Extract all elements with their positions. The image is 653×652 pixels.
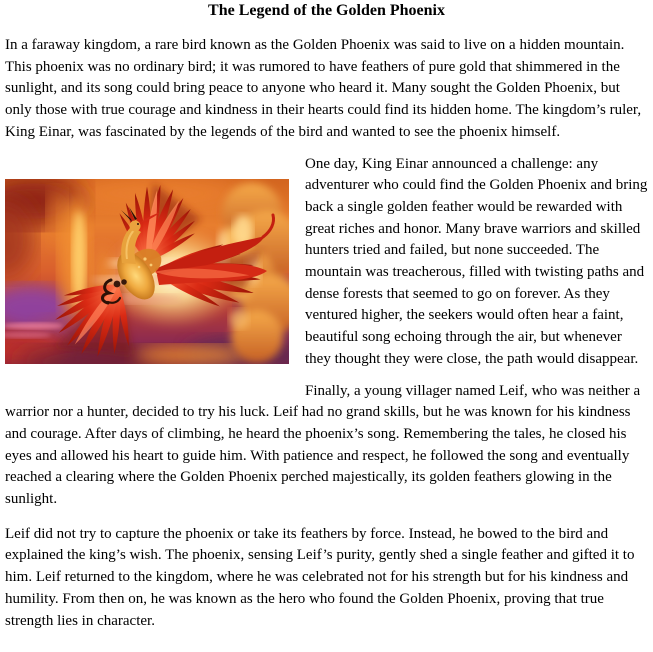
story-paragraph-2-text: One day, King Einar announced a challenge: any adventurer who could find the Golden Phoenix and bring back a single golden feather would be rewarded with great riches and honor. Many brave warriors and skilled hunters tried and failed, but none succeeded. The mountain was treacherous, filled with twisting paths and dense forests that seemed to go on forever. As they ventured higher, the seekers would often hear a faint, beautiful song echoing through the air, but whenever they thought they were close, the path would disappear. (305, 155, 648, 367)
story-paragraph-1 (5, 35, 648, 144)
story-paragraph-4-text: Leif did not try to capture the phoenix or take its feathers by force. Instead, he bowed to the bird and explained the king’s wish. The phoenix, sensing Leif’s purity, gently shed a single feather and gifted it to him. Leif returned to the kingdom, where he was celebrated not for his strength but for his kindness and humility. From then on, he was known as the hero who found the Golden Phoenix, proving that true strength lies in character. (5, 525, 635, 629)
phoenix-image (5, 179, 289, 364)
page-title: The Legend of the Golden Phoenix (208, 2, 445, 19)
story-paragraph-3 (5, 381, 648, 511)
story-paragraph-1-text: In a faraway kingdom, a rare bird known as the Golden Phoenix was said to live on a hidden mountain. This phoenix was no ordinary bird; it was rumored to have feathers of pure gold that shimmered in the sunlight, and its song could bring peace to anyone who heard it. Many sought the Golden Phoenix, but only those with true courage and kindness in their hearts could find its hidden home. The kingdom’s ruler, King Einar, was fascinated by the legends of the bird and wanted to see the phoenix himself. (5, 37, 642, 140)
story-paragraph-4 (5, 524, 648, 633)
story-paragraph-3-text: Finally, a young villager named Leif, who was neither a warrior nor a hunter, decided to try his luck. Leif had no grand skills, but he was known for his kindness and courage. After days of climbing, he heard the phoenix’s song. Remembering the tales, he closed his eyes and allowed his heart to guide him. With patience and respect, he followed the song and eventually reached a clearing where the Golden Phoenix perched majestically, its golden feathers glowing in the sunlight. (5, 382, 641, 508)
phoenix-artwork (5, 179, 289, 364)
story-paragraph-2 (5, 154, 648, 371)
